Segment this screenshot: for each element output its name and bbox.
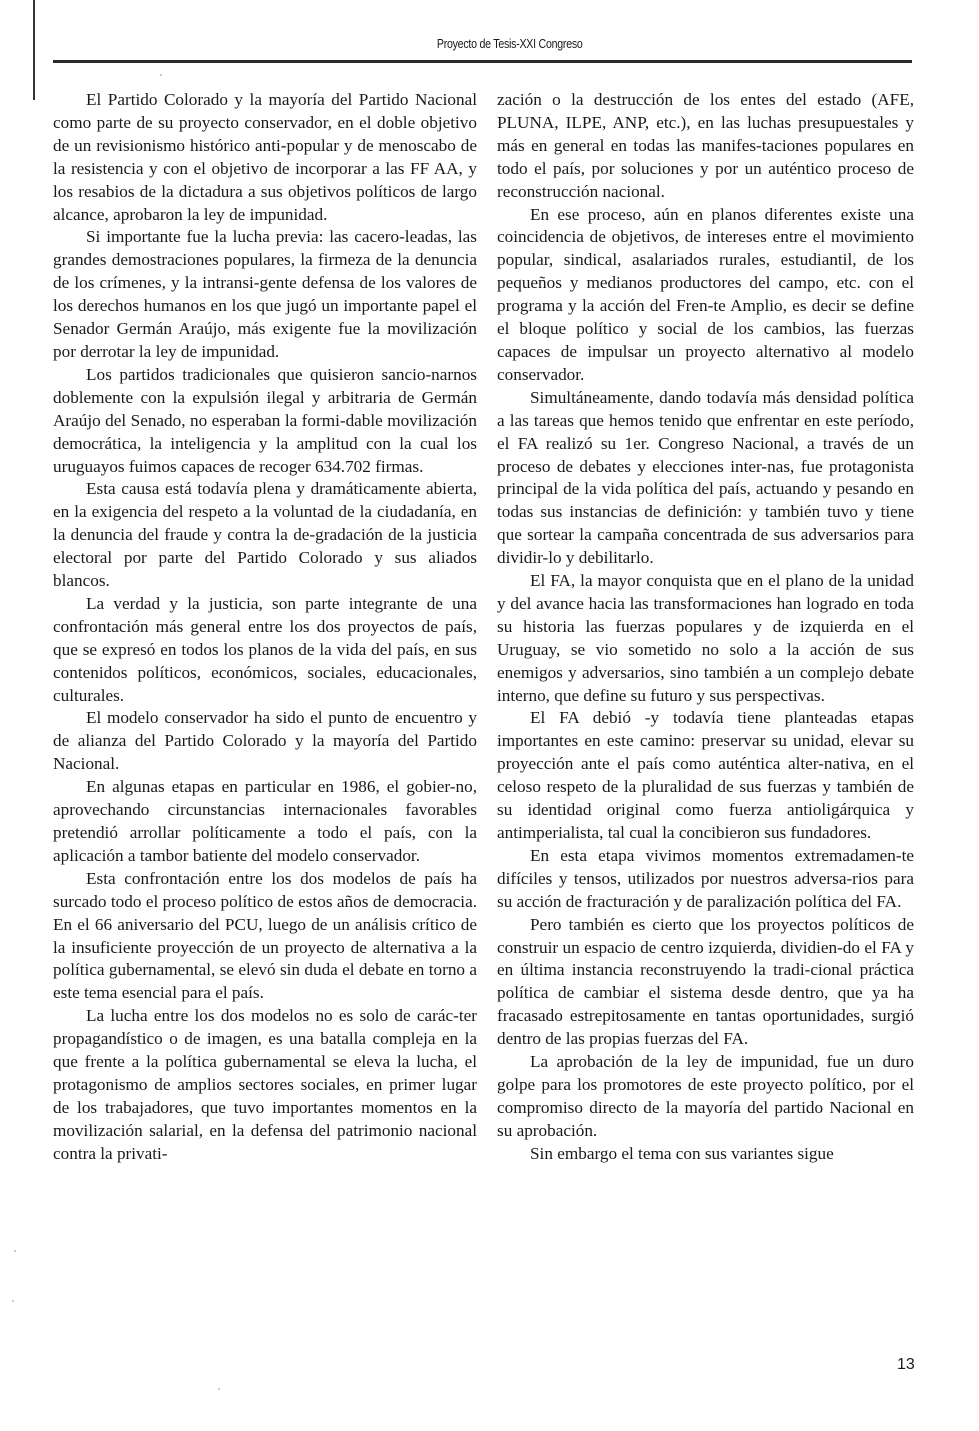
paragraph: Esta confrontación entre los dos modelos de país ha surcado todo el proceso político de estos años de democracia. En el 66 aniversario del PCU, luego de un análisis crítico de la insuficiente proyección de un proyecto de alternativa a la política gubernamental, se elevó sin duda el debate en torno a este tema esencial para el país.	[53, 868, 477, 1003]
paragraph: Los partidos tradicionales que quisieron sancio-narnos doblemente con la expulsión ilegal y arbitraria de Germán Araújo del Senado, no esperaban la formi-dable movilización democrática, la inteligencia y la amplitud con la cual los uruguayos fuimos capaces de recoger 634.702 firmas.	[53, 364, 477, 476]
scan-speck	[160, 74, 162, 76]
paragraph: En esta etapa vivimos momentos extremadamen-te difíciles y tensos, utilizados por nuestros adversa-rios para su acción de fracturación y de paralización política del FA.	[497, 845, 914, 911]
paragraph: Si importante fue la lucha previa: las cacero-leadas, las grandes demostraciones populares, la firmeza de la denuncia de los crímenes, y la intransi-gente defensa de los valores de los derechos humanos en los que jugó un importante papel el Senador Germán Araújo, más exigente fue la movilización por derrotar la ley de impunidad.	[53, 227, 477, 361]
left-column	[53, 89, 477, 1166]
paragraph: En algunas etapas en particular en 1986, el gobier-no, aprovechando circunstancias internacionales favorables pretendió arrollar políticamente a todo el país, con la aplicación a tambor batiente del modelo conservador.	[53, 777, 477, 865]
paragraph: La lucha entre los dos modelos no es solo de carác-ter propagandístico o de imagen, es una batalla compleja en la que frente a la política gubernamental se eleva la lucha, el protagonismo de amplios sectores sociales, en primer lugar de los trabajadores, que tuvo importantes momentos en la movilización salarial, en la defensa del patrimonio nacional contra la privati-	[53, 1006, 477, 1163]
scan-speck	[14, 1250, 16, 1252]
paragraph: El FA debió -y todavía tiene planteadas etapas importantes en este camino: preservar su unidad, elevar su proyección ante el país como auténtica alter-nativa, en el celoso respeto de la pluralidad de sus fuerzas y también de su identidad original como fuerza antioligárquica y antimperialista, tal cual la concibieron sus fundadores.	[497, 708, 914, 842]
right-column	[497, 89, 914, 1166]
paragraph: Sin embargo el tema con sus variantes sigue	[530, 1143, 834, 1163]
header-rule	[53, 60, 912, 63]
paragraph: La aprobación de la ley de impunidad, fue un duro golpe para los promotores de este proyecto político, por el compromiso directo de la mayoría del partido Nacional en su aprobación.	[497, 1052, 914, 1140]
running-header-text: Proyecto de Tesis-XXI Congreso	[436, 37, 583, 51]
paragraph: En ese proceso, aún en planos diferentes existe una coincidencia de objetivos, de intereses entre el movimiento popular, sindical, asalariados rurales, estudiantil, de los pequeños y medianos productores del campo, etc. con el programa y la acción del Fren-te Amplio, es decir se define el bloque político y social de los cambios, las fuerzas capaces de impulsar un proyecto alternativo al modelo conservador.	[497, 204, 914, 384]
paragraph: El FA, la mayor conquista que en el plano de la unidad y del avance hacia las transformaciones han logrado en toda su historia las fuerzas populares y de izquierda en el Uruguay, se vio sometido no solo a la acción de sus enemigos y adversarios, sino también a un complejo debate interno, que define su futuro y sus perspectivas.	[497, 571, 914, 705]
scan-speck	[12, 1300, 14, 1302]
scan-speck	[218, 1388, 220, 1390]
running-header	[0, 37, 979, 51]
paragraph: Esta causa está todavía plena y dramáticamente abierta, en la exigencia del respeto a la voluntad de la ciudadanía, en la denuncia del fraude y contra la de-gradación de la justicia electoral por parte del Partido Colorado y sus aliados blancos.	[53, 479, 477, 591]
paragraph: La verdad y la justicia, son parte integrante de una confrontación más general entre los dos proyectos de país, que se expresó en todos los planos de la vida del país, en sus contenidos políticos, económicos, sociales, educacionales, culturales.	[53, 593, 477, 705]
paragraph: El Partido Colorado y la mayoría del Partido Nacional como parte de su proyecto conservador, en el doble objetivo de un revisionismo histórico anti-popular y de menoscabo de la resistencia y con el objetivo de incorporar a las FF AA, y los resabios de la dictadura a sus objetivos políticos de largo alcance, aprobaron la ley de impunidad.	[53, 90, 477, 224]
paragraph: Simultáneamente, dando todavía más densidad política a las tareas que hemos tenido que enfrentar en este período, el FA realizó su 1er. Congreso Nacional, a través de un proceso de debates y elecciones inter-nas, fue protagonista principal de la vida política del país, actuando y pesando en todas sus instancias de definición: y también tuvo y tiene que sortear la campaña concentrada de sus adversarios para dividir-lo y debilitarlo.	[497, 387, 914, 568]
paragraph: Pero también es cierto que los proyectos políticos de construir un espacio de centro izquierda, dividien-do el FA y en última instancia reconstruyendo la tradi-cional práctica política de cambiar el sistema desde dentro, que ya ha fracasado estrepitosamente en tantas oportunidades, surgió dentro de las propias fuerzas del FA.	[497, 914, 914, 1049]
paragraph-continuation: zación o la destrucción de los entes del estado (AFE, PLUNA, ILPE, ANP, etc.), en las luchas presupuestales y más en general en todas las manifes-taciones populares en todo el país, por soluciones y por un auténtico proceso de reconstrucción nacional.	[497, 90, 914, 201]
paragraph: El modelo conservador ha sido el punto de encuentro y de alianza del Partido Colorado y la mayoría del Partido Nacional.	[53, 708, 477, 774]
page-number: 13	[897, 1356, 915, 1373]
